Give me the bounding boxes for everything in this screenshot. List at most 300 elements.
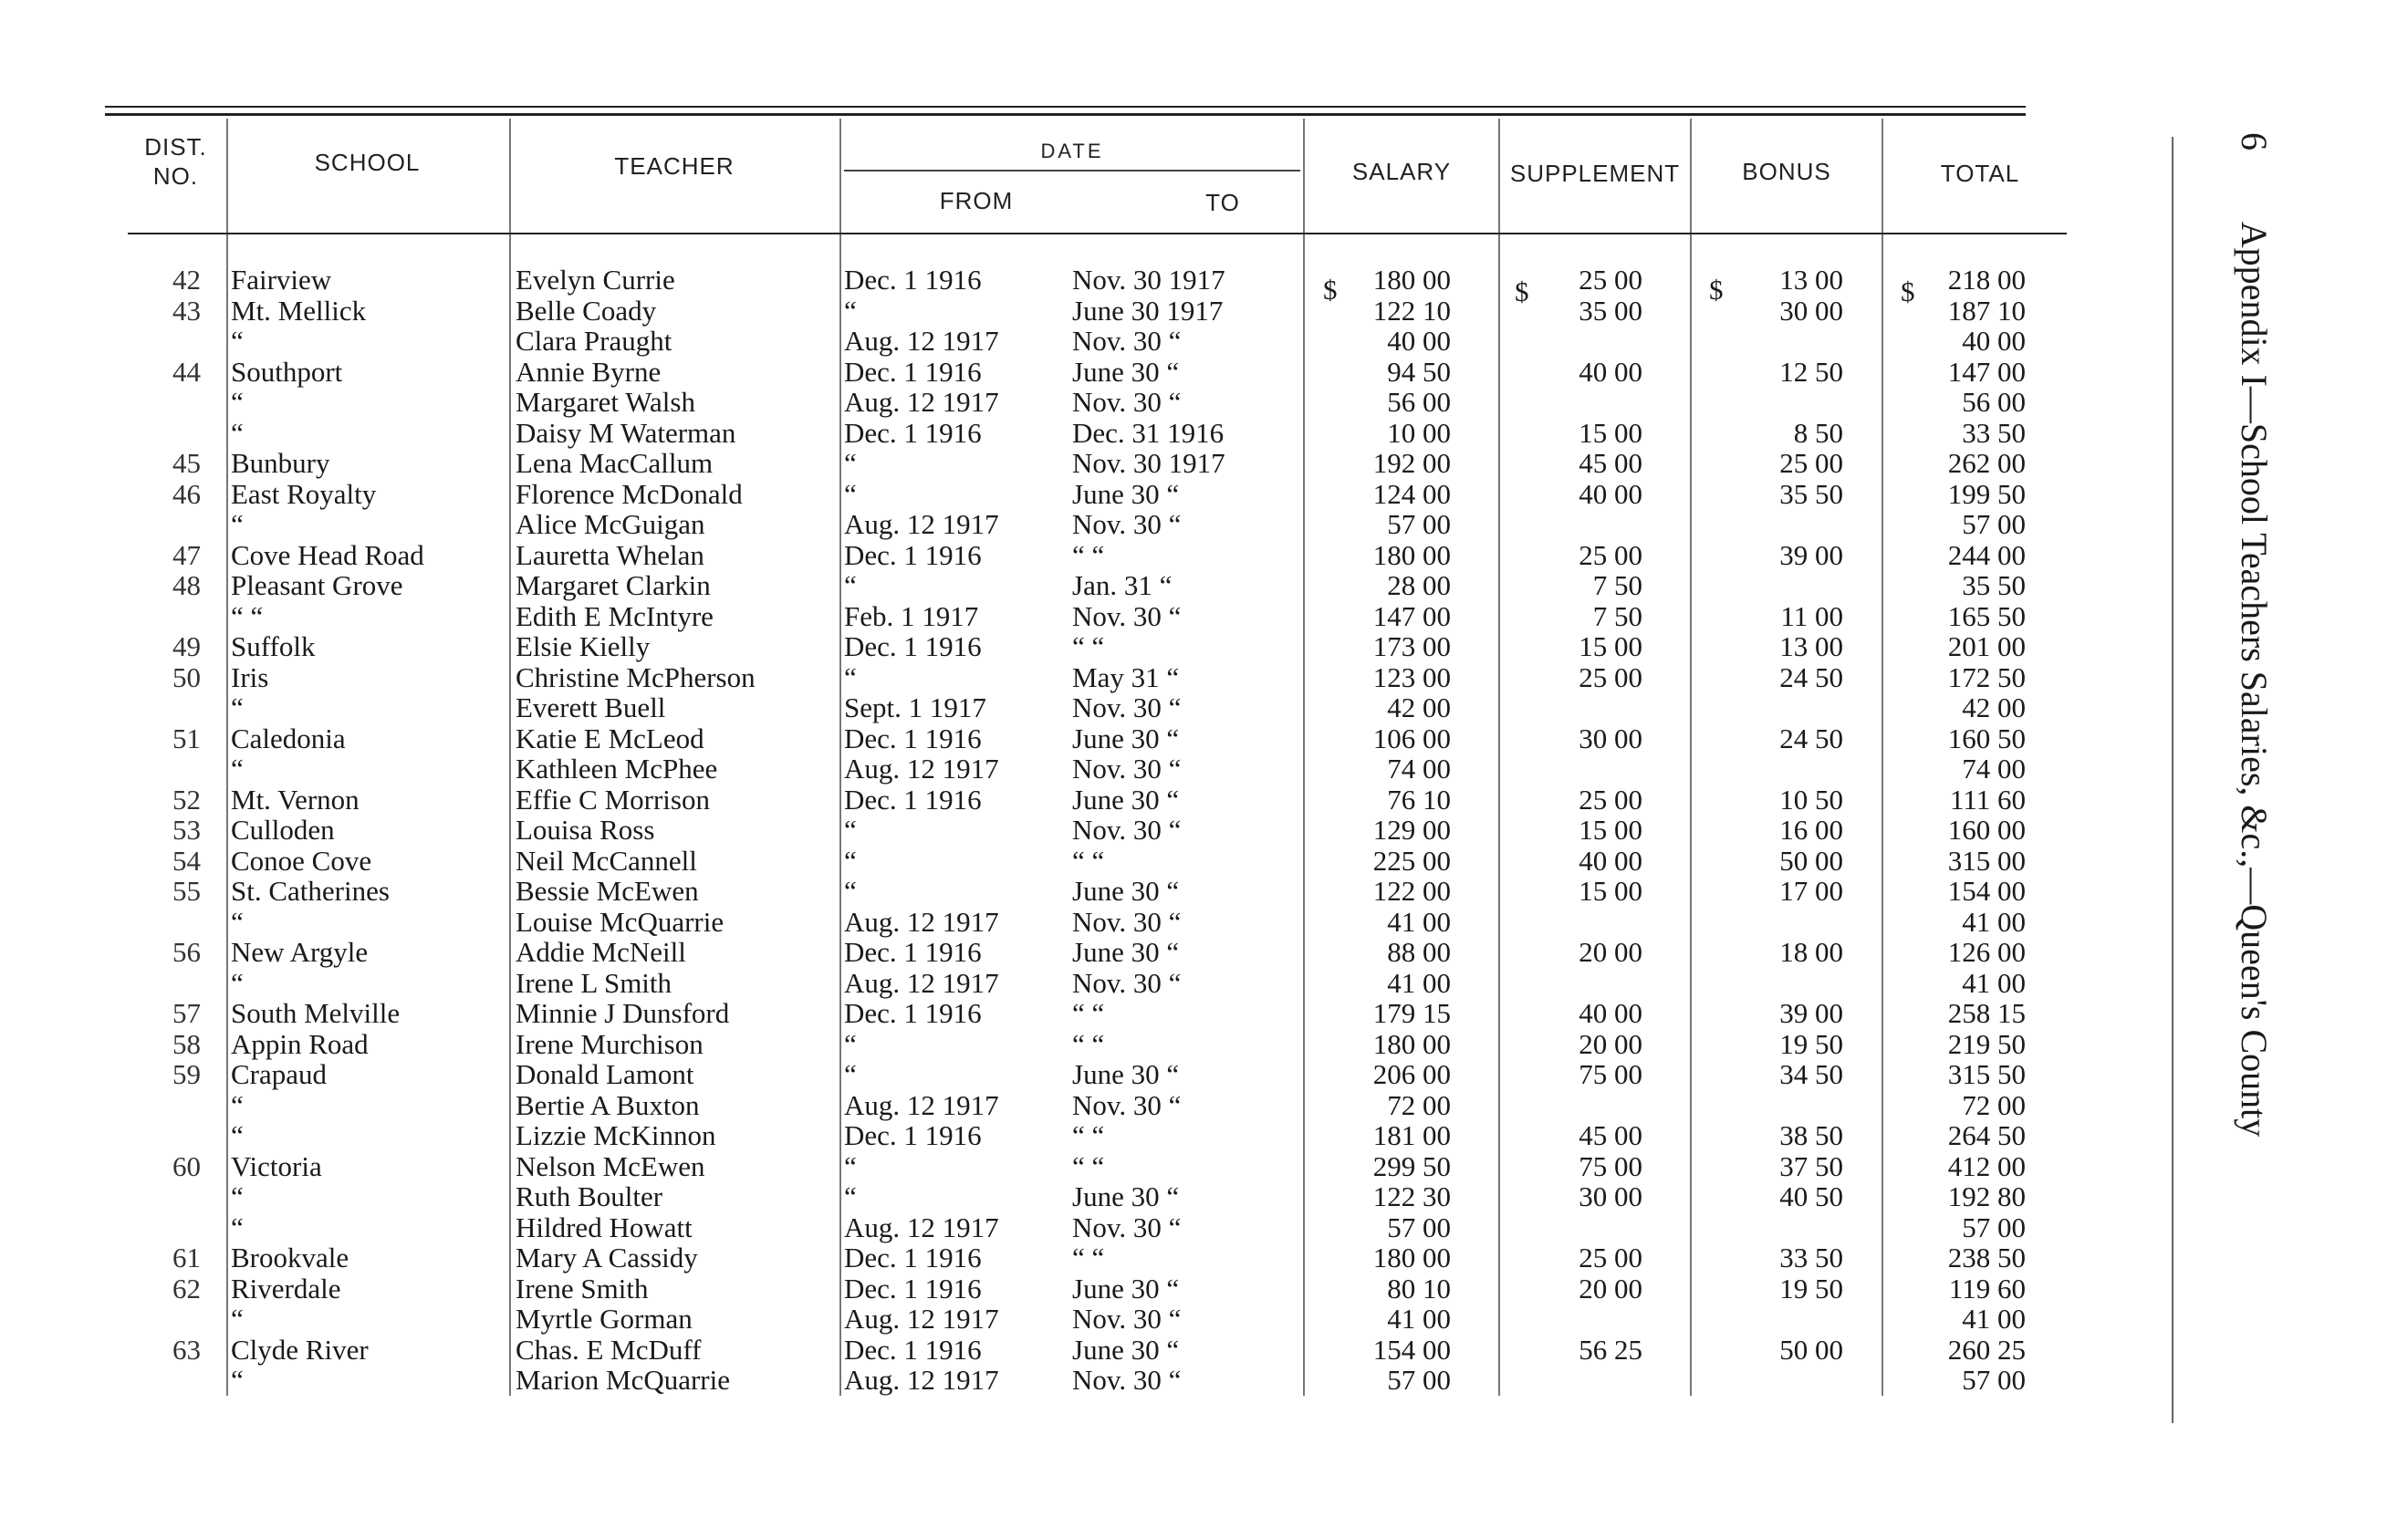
salary-cell: 154 00 xyxy=(1372,1333,1451,1366)
total-cell: 258 15 xyxy=(1947,997,2026,1029)
salary-cell: 106 00 xyxy=(1372,722,1451,754)
to-date-cell: “ “ xyxy=(1072,844,1105,877)
from-date-cell: Aug. 12 1917 xyxy=(844,753,999,785)
table-row xyxy=(0,296,2099,327)
school-cell: “ “ xyxy=(231,599,264,632)
total-cell: 244 00 xyxy=(1947,538,2026,571)
to-date-cell: Dec. 31 1916 xyxy=(1072,416,1225,449)
teacher-cell: Neil McCannell xyxy=(516,844,697,877)
salary-cell: 41 00 xyxy=(1387,966,1451,999)
total-cell: 192 80 xyxy=(1947,1180,2026,1212)
right-margin-rule xyxy=(2172,137,2173,1423)
supplement-cell: 25 00 xyxy=(1579,660,1642,693)
teacher-cell: Irene Murchison xyxy=(516,1027,704,1060)
table-row xyxy=(0,601,2099,632)
to-date-cell: May 31 “ xyxy=(1072,660,1180,693)
bonus-cell: 40 50 xyxy=(1779,1180,1843,1212)
salary-cell: 206 00 xyxy=(1372,1058,1451,1090)
dist-cell: 48 xyxy=(172,569,201,601)
salary-cell: 57 00 xyxy=(1387,508,1451,540)
dist-cell: 58 xyxy=(172,1027,201,1060)
bonus-cell: 50 00 xyxy=(1779,844,1843,877)
total-cell: 199 50 xyxy=(1947,477,2026,510)
to-date-cell: Nov. 30 “ xyxy=(1072,1211,1182,1243)
teacher-cell: Everett Buell xyxy=(516,691,666,723)
total-cell: 56 00 xyxy=(1962,386,2026,418)
table-row xyxy=(0,1029,2099,1060)
bonus-cell: 13 00 xyxy=(1779,264,1843,296)
salary-cell: 225 00 xyxy=(1372,844,1451,877)
teacher-cell: Chas. E McDuff xyxy=(516,1333,702,1366)
school-cell: “ xyxy=(231,691,244,723)
bonus-cell: 24 50 xyxy=(1779,660,1843,693)
teacher-cell: Nelson McEwen xyxy=(516,1149,705,1182)
teacher-cell: Donald Lamont xyxy=(516,1058,694,1090)
supplement-cell: 7 50 xyxy=(1592,569,1642,601)
from-date-cell: Aug. 12 1917 xyxy=(844,966,999,999)
supplement-cell: 15 00 xyxy=(1579,416,1642,449)
bonus-cell: 25 00 xyxy=(1779,447,1843,479)
table-row xyxy=(0,1242,2099,1273)
salary-cell: 180 00 xyxy=(1372,1242,1451,1273)
total-cell: 57 00 xyxy=(1962,1364,2026,1396)
from-date-cell: Dec. 1 1916 xyxy=(844,1119,982,1151)
school-cell: Victoria xyxy=(231,1149,322,1182)
from-date-cell: “ xyxy=(844,875,857,907)
running-title-text: Appendix I—School Teachers Salaries, &c.,—Queen's County xyxy=(2234,221,2275,1138)
top-rule-thick xyxy=(105,113,2026,116)
teacher-cell: Annie Byrne xyxy=(516,355,662,388)
bonus-cell: 12 50 xyxy=(1779,355,1843,388)
teacher-cell: Margaret Walsh xyxy=(516,386,695,418)
from-date-cell: “ xyxy=(844,447,857,479)
dist-cell: 62 xyxy=(172,1272,201,1305)
supplement-cell: 15 00 xyxy=(1579,814,1642,846)
from-date-cell: Sept. 1 1917 xyxy=(844,691,986,723)
from-date-cell: Aug. 12 1917 xyxy=(844,325,999,357)
supplement-cell: 40 00 xyxy=(1579,477,1642,510)
dist-cell: 44 xyxy=(172,355,201,388)
bonus-cell: 39 00 xyxy=(1779,997,1843,1029)
school-cell: “ xyxy=(231,1211,244,1243)
total-cell: 218 00 xyxy=(1947,264,2026,296)
salary-cell: 180 00 xyxy=(1372,1027,1451,1060)
table-row xyxy=(0,1212,2099,1243)
school-cell: Appin Road xyxy=(231,1027,369,1060)
school-cell: “ xyxy=(231,1119,244,1151)
from-date-cell: Dec. 1 1916 xyxy=(844,1242,982,1273)
bonus-cell: 17 00 xyxy=(1779,875,1843,907)
teacher-cell: Myrtle Gorman xyxy=(516,1303,693,1335)
supplement-cell: 7 50 xyxy=(1592,599,1642,632)
school-cell: Brookvale xyxy=(231,1242,349,1273)
supplement-cell: 30 00 xyxy=(1579,1180,1642,1212)
dist-cell: 59 xyxy=(172,1058,201,1090)
to-date-cell: June 30 “ xyxy=(1072,477,1180,510)
bonus-cell: 10 50 xyxy=(1779,783,1843,816)
salary-cell: 180 00 xyxy=(1372,264,1451,296)
from-date-cell: “ xyxy=(844,1180,857,1212)
school-cell: “ xyxy=(231,1180,244,1212)
teacher-cell: Christine McPherson xyxy=(516,660,756,693)
total-cell: 42 00 xyxy=(1962,691,2026,723)
to-date-cell: Nov. 30 “ xyxy=(1072,1364,1182,1396)
dist-cell: 46 xyxy=(172,477,201,510)
salary-cell: 74 00 xyxy=(1387,753,1451,785)
to-date-cell: Nov. 30 “ xyxy=(1072,753,1182,785)
table-row xyxy=(0,968,2099,999)
bonus-cell: 35 50 xyxy=(1779,477,1843,510)
school-cell: St. Catherines xyxy=(231,875,390,907)
bonus-cell: 11 00 xyxy=(1780,599,1843,632)
teacher-cell: Hildred Howatt xyxy=(516,1211,693,1243)
total-cell: 40 00 xyxy=(1962,325,2026,357)
school-cell: “ xyxy=(231,1364,244,1396)
bonus-cell: 19 50 xyxy=(1779,1027,1843,1060)
dist-cell: 52 xyxy=(172,783,201,816)
school-cell: “ xyxy=(231,1303,244,1335)
supplement-cell: 45 00 xyxy=(1579,1119,1642,1151)
table-row xyxy=(0,1365,2099,1396)
total-cell: 201 00 xyxy=(1947,630,2026,662)
school-cell: Mt. Mellick xyxy=(231,294,367,327)
dist-cell: 49 xyxy=(172,630,201,662)
to-date-cell: Nov. 30 “ xyxy=(1072,1088,1182,1121)
header-dist-no xyxy=(128,132,224,191)
table-row xyxy=(0,509,2099,540)
total-cell: 35 50 xyxy=(1962,569,2026,601)
to-date-cell: Nov. 30 “ xyxy=(1072,691,1182,723)
to-date-cell: Nov. 30 “ xyxy=(1072,966,1182,999)
date-subheader-rule xyxy=(844,170,1300,172)
supplement-cell: 25 00 xyxy=(1579,783,1642,816)
teacher-cell: Minnie J Dunsford xyxy=(516,997,730,1029)
salary-cell: 41 00 xyxy=(1387,1303,1451,1335)
from-date-cell: “ xyxy=(844,294,857,327)
table-row xyxy=(0,1090,2099,1121)
total-cell: 126 00 xyxy=(1947,936,2026,968)
from-date-cell: Aug. 12 1917 xyxy=(844,508,999,540)
bonus-cell: 13 00 xyxy=(1779,630,1843,662)
header-bottom-rule xyxy=(128,233,2067,234)
to-date-cell: June 30 “ xyxy=(1072,1058,1180,1090)
total-currency: $ xyxy=(1901,275,1915,307)
dist-cell: 57 xyxy=(172,997,201,1029)
total-cell: 154 00 xyxy=(1947,875,2026,907)
dist-cell: 42 xyxy=(172,264,201,296)
dist-cell: 53 xyxy=(172,814,201,846)
table-row xyxy=(0,815,2099,846)
supplement-cell: 20 00 xyxy=(1579,936,1642,968)
teacher-cell: Margaret Clarkin xyxy=(516,569,711,601)
table-row xyxy=(0,998,2099,1029)
table-row xyxy=(0,357,2099,388)
from-date-cell: Dec. 1 1916 xyxy=(844,1272,982,1305)
table-row xyxy=(0,692,2099,723)
school-cell: Mt. Vernon xyxy=(231,783,360,816)
salary-cell: 122 00 xyxy=(1372,875,1451,907)
dist-cell: 55 xyxy=(172,875,201,907)
from-date-cell: Aug. 12 1917 xyxy=(844,1088,999,1121)
dist-cell: 54 xyxy=(172,844,201,877)
salary-cell: 173 00 xyxy=(1372,630,1451,662)
school-cell: Riverdale xyxy=(231,1272,341,1305)
to-date-cell: “ “ xyxy=(1072,538,1105,571)
dist-cell: 61 xyxy=(172,1242,201,1273)
to-date-cell: Nov. 30 “ xyxy=(1072,599,1182,632)
school-cell: Suffolk xyxy=(231,630,316,662)
school-cell: Iris xyxy=(231,660,269,693)
table-row xyxy=(0,937,2099,968)
from-date-cell: Dec. 1 1916 xyxy=(844,722,982,754)
salary-cell: 181 00 xyxy=(1372,1119,1451,1151)
to-date-cell: Nov. 30 1917 xyxy=(1072,447,1225,479)
to-date-cell: June 30 “ xyxy=(1072,355,1180,388)
salary-cell: 129 00 xyxy=(1372,814,1451,846)
table-row xyxy=(0,785,2099,816)
teacher-cell: Katie E McLeod xyxy=(516,722,704,754)
from-date-cell: Dec. 1 1916 xyxy=(844,630,982,662)
teacher-cell: Alice McGuigan xyxy=(516,508,705,540)
school-cell: Bunbury xyxy=(231,447,330,479)
supplement-cell: 15 00 xyxy=(1579,875,1642,907)
to-date-cell: Nov. 30 “ xyxy=(1072,508,1182,540)
teacher-cell: Daisy M Waterman xyxy=(516,416,736,449)
supplement-cell: 25 00 xyxy=(1579,1242,1642,1273)
teacher-cell: Lizzie McKinnon xyxy=(516,1119,716,1151)
supplement-cell: 25 00 xyxy=(1579,538,1642,571)
page-number: 6 xyxy=(2234,132,2275,151)
table-row xyxy=(0,265,2099,296)
total-cell: 119 60 xyxy=(1948,1272,2026,1305)
table-row xyxy=(0,570,2099,601)
dist-cell: 56 xyxy=(172,936,201,968)
supplement-cell: 15 00 xyxy=(1579,630,1642,662)
header-from: FROM xyxy=(939,187,1014,214)
school-cell: South Melville xyxy=(231,997,401,1029)
table-row xyxy=(0,723,2099,754)
from-date-cell: “ xyxy=(844,477,857,510)
teacher-cell: Lena MacCallum xyxy=(516,447,714,479)
total-cell: 262 00 xyxy=(1947,447,2026,479)
bonus-cell: 8 50 xyxy=(1793,416,1843,449)
school-cell: Cove Head Road xyxy=(231,538,424,571)
total-cell: 41 00 xyxy=(1962,905,2026,938)
to-date-cell: Nov. 30 “ xyxy=(1072,325,1182,357)
to-date-cell: June 30 “ xyxy=(1072,783,1180,816)
table-row xyxy=(0,846,2099,877)
dist-cell: 63 xyxy=(172,1333,201,1366)
salary-cell: 40 00 xyxy=(1387,325,1451,357)
running-title xyxy=(2226,132,2281,1346)
bonus-cell: 24 50 xyxy=(1779,722,1843,754)
school-cell: “ xyxy=(231,325,244,357)
bonus-cell: 37 50 xyxy=(1779,1149,1843,1182)
dist-cell: 50 xyxy=(172,660,201,693)
supplement-cell: 56 25 xyxy=(1579,1333,1642,1366)
to-date-cell: June 30 “ xyxy=(1072,875,1180,907)
to-date-cell: “ “ xyxy=(1072,1242,1105,1273)
teacher-cell: Louise McQuarrie xyxy=(516,905,724,938)
supplement-cell: 35 00 xyxy=(1579,294,1642,327)
salary-cell: 28 00 xyxy=(1387,569,1451,601)
table-row xyxy=(0,662,2099,693)
total-cell: 57 00 xyxy=(1962,508,2026,540)
school-cell: “ xyxy=(231,508,244,540)
from-date-cell: “ xyxy=(844,844,857,877)
total-cell: 57 00 xyxy=(1962,1211,2026,1243)
from-date-cell: “ xyxy=(844,1149,857,1182)
table-row xyxy=(0,540,2099,571)
total-cell: 72 00 xyxy=(1962,1088,2026,1121)
table-row xyxy=(0,1335,2099,1366)
from-date-cell: Dec. 1 1916 xyxy=(844,355,982,388)
table-row xyxy=(0,387,2099,418)
total-cell: 187 10 xyxy=(1947,294,2026,327)
salary-cell: 80 10 xyxy=(1387,1272,1451,1305)
from-date-cell: “ xyxy=(844,569,857,601)
salary-cell: 76 10 xyxy=(1387,783,1451,816)
dist-cell: 60 xyxy=(172,1149,201,1182)
bonus-cell: 18 00 xyxy=(1779,936,1843,968)
school-cell: “ xyxy=(231,966,244,999)
teacher-cell: Irene Smith xyxy=(516,1272,649,1305)
dist-cell: 43 xyxy=(172,294,201,327)
bonus-cell: 39 00 xyxy=(1779,538,1843,571)
table-row xyxy=(0,1120,2099,1151)
total-cell: 219 50 xyxy=(1947,1027,2026,1060)
dist-cell: 51 xyxy=(172,722,201,754)
bonus-currency: $ xyxy=(1709,274,1724,306)
from-date-cell: “ xyxy=(844,660,857,693)
supplement-cell: 20 00 xyxy=(1579,1027,1642,1060)
supplement-cell: 75 00 xyxy=(1579,1058,1642,1090)
header-school: SCHOOL xyxy=(314,149,421,176)
to-date-cell: June 30 “ xyxy=(1072,1180,1180,1212)
table-row xyxy=(0,876,2099,907)
top-rule-thin xyxy=(105,106,2026,108)
teacher-cell: Mary A Cassidy xyxy=(516,1242,698,1273)
total-cell: 41 00 xyxy=(1962,966,2026,999)
from-date-cell: Dec. 1 1916 xyxy=(844,997,982,1029)
dist-cell: 47 xyxy=(172,538,201,571)
header-teacher: TEACHER xyxy=(614,152,735,180)
supplement-cell: 40 00 xyxy=(1579,997,1642,1029)
school-cell: Culloden xyxy=(231,814,335,846)
from-date-cell: Dec. 1 1916 xyxy=(844,783,982,816)
supplement-cell: 45 00 xyxy=(1579,447,1642,479)
teacher-cell: Belle Coady xyxy=(516,294,657,327)
table-row xyxy=(0,1273,2099,1305)
to-date-cell: Jan. 31 “ xyxy=(1072,569,1173,601)
table-row xyxy=(0,754,2099,785)
salary-cell: 299 50 xyxy=(1372,1149,1451,1182)
teacher-cell: Edith E McIntyre xyxy=(516,599,714,632)
salary-cell: 122 30 xyxy=(1372,1180,1451,1212)
dist-cell: 45 xyxy=(172,447,201,479)
header-to: TO xyxy=(1205,189,1240,216)
total-cell: 74 00 xyxy=(1962,753,2026,785)
header-salary: SALARY xyxy=(1351,158,1452,185)
to-date-cell: June 30 “ xyxy=(1072,1333,1180,1366)
header-dist-line1: DIST. xyxy=(144,133,207,161)
supplement-cell: 30 00 xyxy=(1579,722,1642,754)
table-row xyxy=(0,1181,2099,1212)
salary-cell: 57 00 xyxy=(1387,1364,1451,1396)
total-cell: 315 50 xyxy=(1947,1058,2026,1090)
teacher-cell: Florence McDonald xyxy=(516,477,743,510)
total-cell: 147 00 xyxy=(1947,355,2026,388)
to-date-cell: “ “ xyxy=(1072,1149,1105,1182)
from-date-cell: Aug. 12 1917 xyxy=(844,905,999,938)
from-date-cell: Aug. 12 1917 xyxy=(844,1364,999,1396)
table-row xyxy=(0,631,2099,662)
school-cell: “ xyxy=(231,386,244,418)
to-date-cell: “ “ xyxy=(1072,1027,1105,1060)
salary-cell: 122 10 xyxy=(1372,294,1451,327)
salary-currency: $ xyxy=(1323,274,1338,306)
school-cell: East Royalty xyxy=(231,477,377,510)
header-total: TOTAL xyxy=(1940,160,2020,187)
school-cell: Fairview xyxy=(231,264,332,296)
total-cell: 315 00 xyxy=(1947,844,2026,877)
to-date-cell: “ “ xyxy=(1072,1119,1105,1151)
teacher-cell: Evelyn Currie xyxy=(516,264,675,296)
bonus-cell: 33 50 xyxy=(1779,1242,1843,1273)
supplement-cell: 25 00 xyxy=(1579,264,1642,296)
table-row xyxy=(0,1059,2099,1090)
school-cell: “ xyxy=(231,416,244,449)
table-row xyxy=(0,1304,2099,1335)
teacher-cell: Irene L Smith xyxy=(516,966,672,999)
bonus-cell: 19 50 xyxy=(1779,1272,1843,1305)
bonus-cell: 38 50 xyxy=(1779,1119,1843,1151)
from-date-cell: “ xyxy=(844,814,857,846)
to-date-cell: Nov. 30 “ xyxy=(1072,1303,1182,1335)
bonus-cell: 50 00 xyxy=(1779,1333,1843,1366)
school-cell: New Argyle xyxy=(231,936,369,968)
supplement-cell: 40 00 xyxy=(1579,355,1642,388)
table-row xyxy=(0,1151,2099,1182)
teacher-cell: Marion McQuarrie xyxy=(516,1364,730,1396)
school-cell: Crapaud xyxy=(231,1058,328,1090)
header-supplement: SUPPLEMENT xyxy=(1509,160,1681,187)
salary-cell: 56 00 xyxy=(1387,386,1451,418)
to-date-cell: Nov. 30 “ xyxy=(1072,814,1182,846)
from-date-cell: Feb. 1 1917 xyxy=(844,599,979,632)
table-row xyxy=(0,418,2099,449)
to-date-cell: Nov. 30 “ xyxy=(1072,905,1182,938)
header-dist-line2: NO. xyxy=(152,162,199,190)
salary-cell: 41 00 xyxy=(1387,905,1451,938)
to-date-cell: June 30 “ xyxy=(1072,1272,1180,1305)
school-cell: “ xyxy=(231,905,244,938)
bonus-cell: 30 00 xyxy=(1779,294,1843,327)
to-date-cell: Nov. 30 1917 xyxy=(1072,264,1225,296)
table-row xyxy=(0,907,2099,938)
salary-cell: 94 50 xyxy=(1387,355,1451,388)
school-cell: Pleasant Grove xyxy=(231,569,403,601)
from-date-cell: Dec. 1 1916 xyxy=(844,416,982,449)
total-cell: 160 50 xyxy=(1947,722,2026,754)
school-cell: Conoe Cove xyxy=(231,844,372,877)
supplement-currency: $ xyxy=(1515,275,1529,307)
school-cell: “ xyxy=(231,753,244,785)
from-date-cell: Aug. 12 1917 xyxy=(844,386,999,418)
total-cell: 165 50 xyxy=(1947,599,2026,632)
salary-cell: 57 00 xyxy=(1387,1211,1451,1243)
teacher-cell: Kathleen McPhee xyxy=(516,753,718,785)
